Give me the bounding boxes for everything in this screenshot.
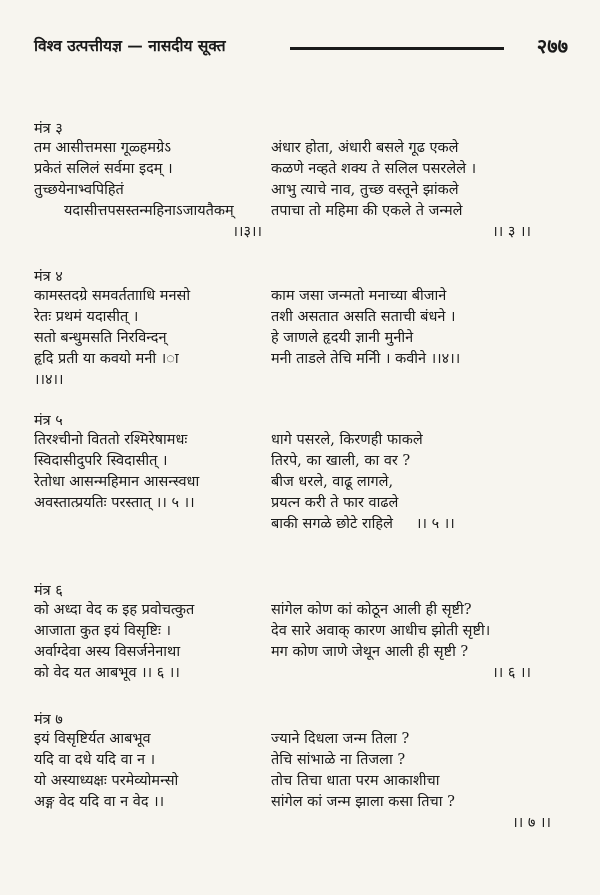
marathi-line: ज्याने दिधला जन्म तिला ? [271, 731, 410, 747]
sanskrit-line: तिरश्चीनो विततो रश्मिरेषामधः [34, 432, 188, 448]
marathi-translation [271, 286, 571, 370]
sanskrit-line: इयं विसृष्टिर्यत आबभूव [34, 731, 151, 747]
marathi-line: मग कोण जाणे जेथून आली ही सृष्टी ? [271, 644, 469, 660]
verse-label: मंत्र ४ [34, 269, 63, 285]
sanskrit-line: अवस्तात्प्रयतिः परस्तात् ।। ५ ।। [34, 495, 195, 511]
verse-label: मंत्र ६ [34, 583, 63, 599]
sanskrit-line: यो अस्याध्यक्षः परमेव्योमन्सो [34, 773, 179, 789]
marathi-line: तिरपे, का खाली, का वर ? [271, 453, 411, 469]
sanskrit-line: हृदि प्रती या कवयो मनी ।ा [34, 351, 179, 367]
sanskrit-text [34, 138, 266, 243]
sanskrit-line: सतो बन्धुमसति निरविन्दन् [34, 330, 167, 346]
header-rule [290, 47, 504, 50]
marathi-line: तेचि सांभाळे ना तिजला ? [271, 752, 406, 768]
chapter-title: विश्व उत्पत्तीयज्ञ — नासदीय सूक्त [34, 36, 226, 55]
marathi-line: तशी असतात असति सताची बंधने । [271, 309, 456, 325]
page-number: २७७ [536, 34, 568, 58]
sanskrit-line: तुच्छयेनाभ्वपिहितं [34, 182, 124, 198]
marathi-line: तोच तिचा धाता परम आकाशीचा [271, 773, 440, 789]
sanskrit-line: अर्वाग्देवा अस्य विसर्जनेनाथा [34, 644, 181, 660]
sanskrit-line: अङ्ग वेद यदि वा न वेद ।। [34, 794, 165, 810]
sanskrit-line: को वेद यत आबभूव ।। ६ ।। [34, 665, 180, 681]
marathi-line: प्रयत्न करी ते फार वाढले [271, 495, 399, 511]
verse-number: ।।३।। [232, 224, 262, 240]
verse-label: मंत्र ७ [34, 712, 63, 728]
sanskrit-line: यदासीत्तपसस्तन्महिनाऽजायतैकम् [64, 203, 234, 219]
sanskrit-text [34, 430, 266, 514]
sanskrit-line: रेतः प्रथमं यदासीत् । [34, 309, 139, 325]
verse-number: ।।४।। [34, 372, 64, 388]
sanskrit-text [34, 286, 266, 391]
marathi-line: सांगेल कां जन्म झाला कसा तिचा ? [271, 794, 455, 810]
sanskrit-text [34, 600, 266, 684]
verse-number: ।। ७ ।। [512, 815, 551, 831]
sanskrit-line: आजाता कुत इयं विसृष्टिः । [34, 623, 171, 639]
marathi-line: कळणे नव्हते शक्य ते सलिल पसरलेले । [271, 161, 477, 177]
marathi-translation [271, 138, 571, 243]
marathi-line: काम जसा जन्मतो मनाच्या बीजाने [271, 288, 447, 304]
verse-number: ।। ६ ।। [492, 665, 531, 681]
sanskrit-line: प्रकेतं सलिलं सर्वमा इदम् । [34, 161, 173, 177]
marathi-translation [271, 600, 571, 684]
sanskrit-line: तम आसीत्तमसा गूळ्हमग्रेऽ [34, 140, 172, 156]
verse-label: मंत्र ३ [34, 121, 63, 137]
sanskrit-line: रेतोधा आसन्महिमान आसन्स्वधा [34, 474, 200, 490]
sanskrit-text [34, 729, 266, 813]
marathi-line: बीज धरले, वाढू लागले, [271, 474, 394, 490]
sanskrit-line: यदि वा दधे यदि वा न । [34, 752, 156, 768]
marathi-line: सांगेल कोण कां कोठून आली ही सृष्टी? [271, 602, 472, 618]
sanskrit-line: कामस्तदग्रे समवर्ततााधि मनसो [34, 288, 191, 304]
marathi-line: बाकी सगळे छोटे राहिले ।। ५ ।। [271, 516, 455, 532]
sanskrit-line: स्विदासीदुपरि स्विदासीत् । [34, 453, 168, 469]
verse-number: ।। ३ ।। [492, 224, 531, 240]
marathi-line: मनी ताडले तेचि मनीि । कवीने ।।४।। [271, 351, 461, 367]
marathi-line: धागे पसरले, किरणही फाकले [271, 432, 423, 448]
marathi-translation [271, 430, 571, 535]
page-header [34, 34, 574, 64]
marathi-line: तपाचा तो महिमा की एकले ते जन्मले [271, 203, 463, 219]
marathi-translation [271, 729, 571, 834]
marathi-line: अंधार होता, अंधारी बसले गूढ एकले [271, 140, 459, 156]
marathi-line: देव सारे अवाक् कारण आधीच झोती सृष्टी। [271, 623, 491, 639]
marathi-line: आभु त्याचे नाव, तुच्छ वस्तूने झांकले [271, 182, 459, 198]
verse-label: मंत्र ५ [34, 413, 63, 429]
sanskrit-line: को अध्दा वेद क इह प्रवोचत्कुत [34, 602, 195, 618]
marathi-line: हे जाणले हृदयी ज्ञानी मुनीने [271, 330, 414, 346]
